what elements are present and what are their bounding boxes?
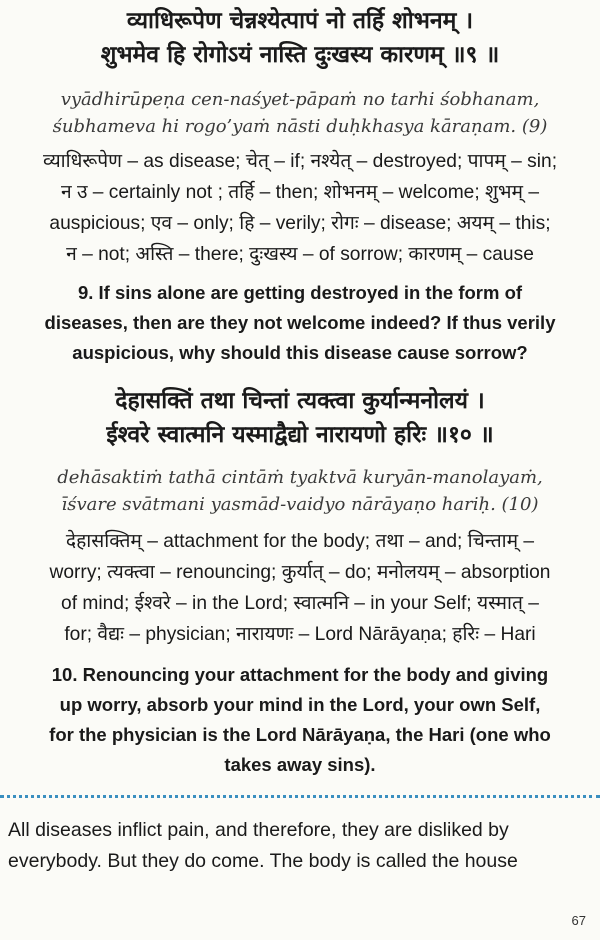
verse-10-translation: [0, 660, 600, 780]
verse-9-line-2: शुभमेव हि रोगोऽयं नास्ति दुःखस्य कारणम् ॥९ ॥: [100, 42, 500, 68]
page-number: 67: [571, 913, 586, 928]
verse-9-translation-line: diseases, then are they not welcome indeed? If thus verily: [44, 312, 556, 333]
dotted-divider: [0, 795, 600, 798]
verse-10-gloss-line: for; वैद्यः – physician; नारायणः – Lord Nārāyaṇa; हरिः – Hari: [64, 624, 536, 645]
verse-10-translit-line-1: dehāsaktiṁ tathā cintāṁ tyaktvā kuryān-manolayaṁ,: [57, 467, 543, 488]
verse-10-sanskrit: [0, 384, 600, 452]
verse-9-translit-line-2: śubhameva hi rogo’yaṁ nāsti duḥkhasya kāraṇam. (9): [52, 116, 548, 137]
verse-10-gloss-line: of mind; ईश्वरे – in the Lord; स्वात्मनि – in your Self; यस्मात् –: [61, 593, 539, 614]
commentary-line: everybody. But they do come. The body is called the house: [8, 850, 518, 872]
verse-10-gloss-line: worry; त्यक्त्वा – renouncing; कुर्यात् – do; मनोलयम् – absorption: [49, 562, 551, 583]
verse-9-translit-line-1: vyādhirūpeṇa cen-naśyet-pāpaṁ no tarhi śobhanam,: [60, 89, 540, 110]
verse-10-line-1: देहासक्तिं तथा चिन्तां त्यक्त्वा कुर्यान्मनोलयं ।: [115, 388, 485, 414]
verse-9-translation: [0, 278, 600, 368]
verse-9-transliteration: [0, 86, 600, 140]
commentary: [0, 815, 600, 877]
verse-9-translation-line: 9. If sins alone are getting destroyed in the form of: [77, 282, 523, 303]
verse-10-translation-line: takes away sins).: [224, 754, 376, 775]
verse-10-translation-line: for the physician is the Lord Nārāyaṇa, the Hari (one who: [49, 724, 551, 745]
verse-10-word-meanings: [0, 526, 600, 650]
verse-9-gloss-line: न उ – certainly not ; तर्हि – then; शोभनम् – welcome; शुभम् –: [60, 182, 540, 203]
verse-9-word-meanings: [0, 146, 600, 270]
verse-9-gloss-line: auspicious; एव – only; हि – verily; रोगः – disease; अयम् – this;: [49, 213, 551, 234]
verse-9-gloss-line: न – not; अस्ति – there; दुःखस्य – of sorrow; कारणम् – cause: [66, 244, 534, 265]
verse-9-line-1: व्याधिरूपेण चेन्नश्येत्पापं नो तर्हि शोभनम् ।: [126, 8, 474, 34]
verse-9-gloss-line: व्याधिरूपेण – as disease; चेत् – if; नश्येत् – destroyed; पापम् – sin;: [42, 151, 558, 172]
verse-9-sanskrit: [0, 4, 600, 72]
verse-10-gloss-line: देहासक्तिम् – attachment for the body; तथा – and; चिन्ताम् –: [65, 531, 535, 552]
verse-10-translation-line: up worry, absorb your mind in the Lord, your own Self,: [59, 694, 541, 715]
verse-10-transliteration: [0, 464, 600, 518]
commentary-line: All diseases inflict pain, and therefore, they are disliked by: [8, 819, 509, 841]
verse-10-line-2: ईश्वरे स्वात्मनि यस्माद्वैद्यो नारायणो हरिः ॥१० ॥: [106, 422, 494, 448]
verse-9-translation-line: auspicious, why should this disease cause sorrow?: [72, 342, 528, 363]
verse-10-translation-line: 10. Renouncing your attachment for the body and giving: [51, 664, 549, 685]
verse-10-translit-line-2: īśvare svātmani yasmād-vaidyo nārāyaṇo hariḥ. (10): [61, 494, 539, 515]
